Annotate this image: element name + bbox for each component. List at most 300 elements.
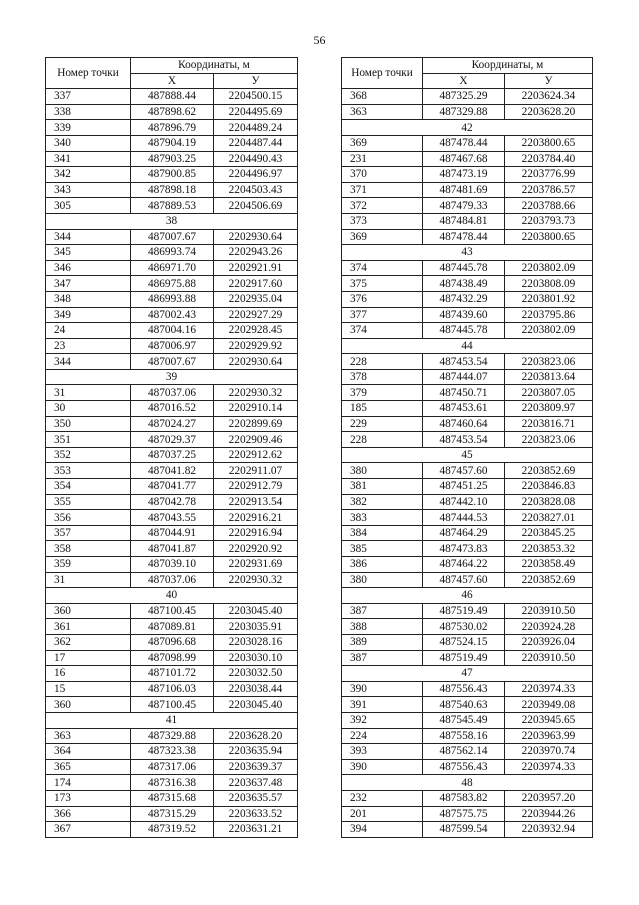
y-coordinate-cell: 2202913.54	[214, 494, 298, 510]
x-coordinate-cell: 487106.03	[131, 681, 214, 697]
table-row	[46, 510, 298, 526]
table-row	[342, 104, 593, 120]
table-row	[342, 432, 593, 448]
point-number-cell: 371	[342, 182, 423, 198]
point-number-cell: 393	[342, 744, 423, 760]
y-coordinate-cell: 2203852.69	[505, 463, 593, 479]
table-row	[46, 479, 298, 495]
point-number-cell: 378	[342, 369, 423, 385]
y-coordinate-cell: 2203858.49	[505, 557, 593, 573]
group-number: 45	[342, 447, 593, 463]
x-coordinate-cell: 487037.25	[131, 447, 214, 463]
table-row	[342, 291, 593, 307]
coordinates-table-right	[341, 57, 593, 838]
table-row	[46, 681, 298, 697]
point-number-cell: 358	[46, 541, 131, 557]
y-coordinate-cell: 2203827.01	[505, 510, 593, 526]
x-coordinate-cell: 487896.79	[131, 120, 214, 136]
point-number-cell: 388	[342, 619, 423, 635]
y-coordinate-cell: 2203924.28	[505, 619, 593, 635]
y-coordinate-cell: 2204490.43	[214, 151, 298, 167]
point-number-cell: 337	[46, 89, 131, 105]
x-coordinate-cell: 487439.60	[423, 307, 505, 323]
y-coordinate-cell: 2203846.83	[505, 479, 593, 495]
x-coordinate-cell: 487041.87	[131, 541, 214, 557]
y-coordinate-cell: 2203809.97	[505, 401, 593, 417]
point-number-cell: 30	[46, 401, 131, 417]
group-number: 44	[342, 338, 593, 354]
table-row	[46, 338, 298, 354]
table-row	[46, 603, 298, 619]
table-row	[46, 728, 298, 744]
point-number-cell: 375	[342, 276, 423, 292]
table-row	[342, 572, 593, 588]
y-coordinate-cell: 2203784.40	[505, 151, 593, 167]
group-header-row	[46, 712, 298, 728]
point-number-cell: 350	[46, 416, 131, 432]
x-coordinate-cell: 487096.68	[131, 634, 214, 650]
point-number-cell: 339	[46, 120, 131, 136]
y-coordinate-cell: 2203910.50	[505, 603, 593, 619]
table-row	[46, 260, 298, 276]
point-number-cell: 201	[342, 806, 423, 822]
table-row	[342, 822, 593, 838]
x-coordinate-cell: 487043.55	[131, 510, 214, 526]
header-coordinates: Координаты, м	[423, 58, 593, 74]
y-coordinate-cell: 2202912.79	[214, 479, 298, 495]
group-number: 39	[46, 369, 298, 385]
y-coordinate-cell: 2203793.73	[505, 213, 593, 229]
coordinates-table-left	[45, 57, 298, 838]
x-coordinate-cell: 487524.15	[423, 634, 505, 650]
y-coordinate-cell: 2202930.32	[214, 572, 298, 588]
table-row	[342, 479, 593, 495]
table-row	[342, 790, 593, 806]
x-coordinate-cell: 487315.29	[131, 806, 214, 822]
table-row	[46, 806, 298, 822]
y-coordinate-cell: 2202899.69	[214, 416, 298, 432]
table-row	[46, 619, 298, 635]
table-row	[342, 307, 593, 323]
y-coordinate-cell: 2203974.33	[505, 681, 593, 697]
header-point-number: Номер точки	[342, 58, 423, 89]
point-number-cell: 374	[342, 323, 423, 339]
point-number-cell: 224	[342, 728, 423, 744]
y-coordinate-cell: 2203813.64	[505, 369, 593, 385]
y-coordinate-cell: 2202916.21	[214, 510, 298, 526]
y-coordinate-cell: 2203032.50	[214, 666, 298, 682]
point-number-cell: 228	[342, 432, 423, 448]
point-number-cell: 363	[342, 104, 423, 120]
x-coordinate-cell: 487556.43	[423, 681, 505, 697]
group-header-row	[342, 775, 593, 791]
x-coordinate-cell: 487325.29	[423, 89, 505, 105]
point-number-cell: 368	[342, 89, 423, 105]
point-number-cell: 380	[342, 572, 423, 588]
y-coordinate-cell: 2203845.25	[505, 525, 593, 541]
x-coordinate-cell: 487317.06	[131, 759, 214, 775]
x-coordinate-cell: 487481.69	[423, 182, 505, 198]
x-coordinate-cell: 487453.54	[423, 432, 505, 448]
point-number-cell: 353	[46, 463, 131, 479]
x-coordinate-cell: 487453.61	[423, 401, 505, 417]
table-row	[46, 198, 298, 214]
y-coordinate-cell: 2202920.92	[214, 541, 298, 557]
y-coordinate-cell: 2203776.99	[505, 167, 593, 183]
group-header-row	[342, 447, 593, 463]
x-coordinate-cell: 487457.60	[423, 463, 505, 479]
x-coordinate-cell: 487029.37	[131, 432, 214, 448]
point-number-cell: 228	[342, 354, 423, 370]
table-row	[46, 120, 298, 136]
table-row	[46, 650, 298, 666]
point-number-cell: 363	[46, 728, 131, 744]
x-coordinate-cell: 487460.64	[423, 416, 505, 432]
point-number-cell: 15	[46, 681, 131, 697]
x-coordinate-cell: 487329.88	[131, 728, 214, 744]
y-coordinate-cell: 2203800.65	[505, 135, 593, 151]
y-coordinate-cell: 2203633.52	[214, 806, 298, 822]
x-coordinate-cell: 487044.91	[131, 525, 214, 541]
table-row	[342, 759, 593, 775]
x-coordinate-cell: 487484.81	[423, 213, 505, 229]
x-coordinate-cell: 487519.49	[423, 603, 505, 619]
group-number: 42	[342, 120, 593, 136]
y-coordinate-cell: 2203635.94	[214, 744, 298, 760]
y-coordinate-cell: 2202909.46	[214, 432, 298, 448]
y-coordinate-cell: 2202921.91	[214, 260, 298, 276]
point-number-cell: 386	[342, 557, 423, 573]
y-coordinate-cell: 2203628.20	[214, 728, 298, 744]
point-number-cell: 17	[46, 650, 131, 666]
header-y: У	[214, 73, 298, 89]
group-header-row	[46, 369, 298, 385]
table-row	[342, 619, 593, 635]
x-coordinate-cell: 487478.44	[423, 135, 505, 151]
x-coordinate-cell: 487089.81	[131, 619, 214, 635]
table-row	[342, 167, 593, 183]
left-table-body	[46, 89, 298, 838]
y-coordinate-cell: 2203852.69	[505, 572, 593, 588]
y-coordinate-cell: 2203974.33	[505, 759, 593, 775]
y-coordinate-cell: 2202929.92	[214, 338, 298, 354]
point-number-cell: 185	[342, 401, 423, 417]
y-coordinate-cell: 2203949.08	[505, 697, 593, 713]
table-row	[46, 89, 298, 105]
table-row	[342, 525, 593, 541]
x-coordinate-cell: 487041.82	[131, 463, 214, 479]
table-row	[342, 463, 593, 479]
x-coordinate-cell: 486993.88	[131, 291, 214, 307]
x-coordinate-cell: 487575.75	[423, 806, 505, 822]
y-coordinate-cell: 2203802.09	[505, 260, 593, 276]
x-coordinate-cell: 487444.53	[423, 510, 505, 526]
point-number-cell: 343	[46, 182, 131, 198]
table-row	[46, 182, 298, 198]
x-coordinate-cell: 487473.19	[423, 167, 505, 183]
point-number-cell: 232	[342, 790, 423, 806]
table-row	[342, 634, 593, 650]
x-coordinate-cell: 487904.19	[131, 135, 214, 151]
table-row	[46, 572, 298, 588]
table-row	[46, 135, 298, 151]
point-number-cell: 355	[46, 494, 131, 510]
table-row	[342, 369, 593, 385]
y-coordinate-cell: 2202910.14	[214, 401, 298, 417]
y-coordinate-cell: 2202930.64	[214, 354, 298, 370]
x-coordinate-cell: 487024.27	[131, 416, 214, 432]
table-row	[46, 229, 298, 245]
point-number-cell: 390	[342, 759, 423, 775]
point-number-cell: 369	[342, 135, 423, 151]
table-row	[342, 385, 593, 401]
x-coordinate-cell: 487583.82	[423, 790, 505, 806]
y-coordinate-cell: 2203628.20	[505, 104, 593, 120]
group-number: 41	[46, 712, 298, 728]
y-coordinate-cell: 2203945.65	[505, 712, 593, 728]
x-coordinate-cell: 487478.44	[423, 229, 505, 245]
y-coordinate-cell: 2203970.74	[505, 744, 593, 760]
header-x: X	[131, 73, 214, 89]
x-coordinate-cell: 487530.02	[423, 619, 505, 635]
header-coordinates: Координаты, м	[131, 58, 298, 74]
y-coordinate-cell: 2204500.15	[214, 89, 298, 105]
y-coordinate-cell: 2203637.48	[214, 775, 298, 791]
table-row	[46, 557, 298, 573]
point-number-cell: 389	[342, 634, 423, 650]
table-row	[342, 213, 593, 229]
y-coordinate-cell: 2202928.45	[214, 323, 298, 339]
y-coordinate-cell: 2204496.97	[214, 167, 298, 183]
table-row	[46, 463, 298, 479]
y-coordinate-cell: 2203910.50	[505, 650, 593, 666]
point-number-cell: 357	[46, 525, 131, 541]
point-number-cell: 385	[342, 541, 423, 557]
point-number-cell: 173	[46, 790, 131, 806]
y-coordinate-cell: 2204487.44	[214, 135, 298, 151]
y-coordinate-cell: 2204495.69	[214, 104, 298, 120]
x-coordinate-cell: 487039.10	[131, 557, 214, 573]
table-row	[342, 260, 593, 276]
x-coordinate-cell: 487464.22	[423, 557, 505, 573]
table-row	[46, 759, 298, 775]
group-number: 40	[46, 588, 298, 604]
table-row	[46, 822, 298, 838]
y-coordinate-cell: 2203045.40	[214, 697, 298, 713]
page-number: 56	[313, 33, 326, 47]
point-number-cell: 341	[46, 151, 131, 167]
x-coordinate-cell: 487098.99	[131, 650, 214, 666]
table-row	[46, 541, 298, 557]
point-number-cell: 374	[342, 260, 423, 276]
point-number-cell: 373	[342, 213, 423, 229]
x-coordinate-cell: 486971.70	[131, 260, 214, 276]
y-coordinate-cell: 2202943.26	[214, 245, 298, 261]
table-row	[46, 167, 298, 183]
y-coordinate-cell: 2202917.60	[214, 276, 298, 292]
y-coordinate-cell: 2202916.94	[214, 525, 298, 541]
point-number-cell: 384	[342, 525, 423, 541]
group-number: 47	[342, 666, 593, 682]
y-coordinate-cell: 2202927.29	[214, 307, 298, 323]
table-row	[342, 510, 593, 526]
y-coordinate-cell: 2202911.07	[214, 463, 298, 479]
y-coordinate-cell: 2204503.43	[214, 182, 298, 198]
point-number-cell: 364	[46, 744, 131, 760]
x-coordinate-cell: 487898.18	[131, 182, 214, 198]
table-row	[342, 494, 593, 510]
group-number: 46	[342, 588, 593, 604]
point-number-cell: 31	[46, 385, 131, 401]
table-row	[342, 557, 593, 573]
y-coordinate-cell: 2203639.37	[214, 759, 298, 775]
y-coordinate-cell: 2203635.57	[214, 790, 298, 806]
table-row	[46, 744, 298, 760]
x-coordinate-cell: 487037.06	[131, 385, 214, 401]
y-coordinate-cell: 2203035.91	[214, 619, 298, 635]
point-number-cell: 376	[342, 291, 423, 307]
point-number-cell: 365	[46, 759, 131, 775]
x-coordinate-cell: 487002.43	[131, 307, 214, 323]
point-number-cell: 354	[46, 479, 131, 495]
x-coordinate-cell: 487442.10	[423, 494, 505, 510]
group-number: 48	[342, 775, 593, 791]
y-coordinate-cell: 2202930.64	[214, 229, 298, 245]
point-number-cell: 382	[342, 494, 423, 510]
table-row	[342, 681, 593, 697]
table-row	[342, 323, 593, 339]
x-coordinate-cell: 487316.38	[131, 775, 214, 791]
table-row	[342, 728, 593, 744]
point-number-cell: 379	[342, 385, 423, 401]
table-row	[46, 525, 298, 541]
table-row	[46, 385, 298, 401]
point-number-cell: 174	[46, 775, 131, 791]
point-number-cell: 23	[46, 338, 131, 354]
point-number-cell: 366	[46, 806, 131, 822]
table-row	[46, 276, 298, 292]
y-coordinate-cell: 2203786.57	[505, 182, 593, 198]
y-coordinate-cell: 2203926.04	[505, 634, 593, 650]
table-row	[46, 775, 298, 791]
table-row	[46, 354, 298, 370]
y-coordinate-cell: 2203853.32	[505, 541, 593, 557]
point-number-cell: 391	[342, 697, 423, 713]
point-number-cell: 360	[46, 697, 131, 713]
y-coordinate-cell: 2203045.40	[214, 603, 298, 619]
point-number-cell: 381	[342, 479, 423, 495]
x-coordinate-cell: 487450.71	[423, 385, 505, 401]
point-number-cell: 344	[46, 229, 131, 245]
y-coordinate-cell: 2203038.44	[214, 681, 298, 697]
x-coordinate-cell: 487101.72	[131, 666, 214, 682]
table-row	[342, 712, 593, 728]
point-number-cell: 231	[342, 151, 423, 167]
group-number: 43	[342, 245, 593, 261]
point-number-cell: 383	[342, 510, 423, 526]
x-coordinate-cell: 486993.74	[131, 245, 214, 261]
point-number-cell: 370	[342, 167, 423, 183]
group-header-row	[342, 338, 593, 354]
x-coordinate-cell: 487898.62	[131, 104, 214, 120]
y-coordinate-cell: 2203932.94	[505, 822, 593, 838]
x-coordinate-cell: 487323.38	[131, 744, 214, 760]
x-coordinate-cell: 487900.85	[131, 167, 214, 183]
point-number-cell: 361	[46, 619, 131, 635]
point-number-cell: 369	[342, 229, 423, 245]
table-row	[342, 135, 593, 151]
table-row	[46, 447, 298, 463]
table-row	[46, 291, 298, 307]
table-row	[46, 634, 298, 650]
group-header-row	[46, 213, 298, 229]
point-number-cell: 24	[46, 323, 131, 339]
y-coordinate-cell: 2203028.16	[214, 634, 298, 650]
table-row	[46, 151, 298, 167]
table-row	[342, 416, 593, 432]
point-number-cell: 380	[342, 463, 423, 479]
table-row	[46, 323, 298, 339]
y-coordinate-cell: 2203944.26	[505, 806, 593, 822]
y-coordinate-cell: 2202930.32	[214, 385, 298, 401]
x-coordinate-cell: 487100.45	[131, 697, 214, 713]
y-coordinate-cell: 2203795.86	[505, 307, 593, 323]
y-coordinate-cell: 2203624.34	[505, 89, 593, 105]
point-number-cell: 349	[46, 307, 131, 323]
x-coordinate-cell: 487562.14	[423, 744, 505, 760]
point-number-cell: 346	[46, 260, 131, 276]
point-number-cell: 387	[342, 650, 423, 666]
x-coordinate-cell: 487438.49	[423, 276, 505, 292]
point-number-cell: 305	[46, 198, 131, 214]
point-number-cell: 351	[46, 432, 131, 448]
x-coordinate-cell: 487432.29	[423, 291, 505, 307]
x-coordinate-cell: 487889.53	[131, 198, 214, 214]
point-number-cell: 360	[46, 603, 131, 619]
table-row	[342, 401, 593, 417]
x-coordinate-cell: 486975.88	[131, 276, 214, 292]
x-coordinate-cell: 487453.54	[423, 354, 505, 370]
x-coordinate-cell: 487457.60	[423, 572, 505, 588]
table-row	[46, 432, 298, 448]
table-row	[342, 151, 593, 167]
x-coordinate-cell: 487445.78	[423, 323, 505, 339]
x-coordinate-cell: 487004.16	[131, 323, 214, 339]
x-coordinate-cell: 487319.52	[131, 822, 214, 838]
point-number-cell: 387	[342, 603, 423, 619]
right-table-body	[342, 89, 593, 838]
x-coordinate-cell: 487451.25	[423, 479, 505, 495]
y-coordinate-cell: 2203631.21	[214, 822, 298, 838]
table-row	[46, 666, 298, 682]
y-coordinate-cell: 2204506.69	[214, 198, 298, 214]
table-row	[46, 401, 298, 417]
point-number-cell: 352	[46, 447, 131, 463]
table-row	[342, 354, 593, 370]
point-number-cell: 377	[342, 307, 423, 323]
y-coordinate-cell: 2204489.24	[214, 120, 298, 136]
point-number-cell: 340	[46, 135, 131, 151]
table-row	[342, 806, 593, 822]
y-coordinate-cell: 2202931.69	[214, 557, 298, 573]
point-number-cell: 390	[342, 681, 423, 697]
y-coordinate-cell: 2203823.06	[505, 432, 593, 448]
x-coordinate-cell: 487558.16	[423, 728, 505, 744]
group-header-row	[46, 588, 298, 604]
x-coordinate-cell: 487545.49	[423, 712, 505, 728]
y-coordinate-cell: 2203800.65	[505, 229, 593, 245]
table-row	[46, 104, 298, 120]
